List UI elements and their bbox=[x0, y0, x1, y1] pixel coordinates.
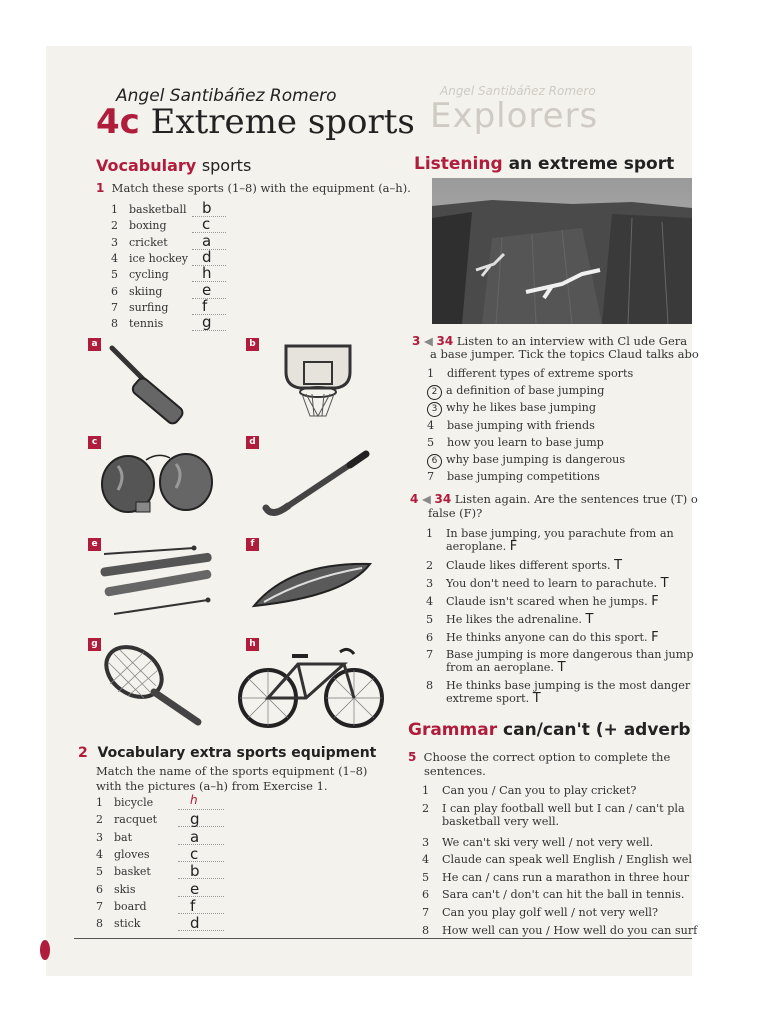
cricket-bat-icon bbox=[104, 342, 204, 426]
grammar-number: 4 bbox=[422, 853, 430, 867]
sport-row bbox=[111, 236, 168, 249]
audio-icon: ◀ bbox=[424, 334, 433, 348]
sport-row bbox=[111, 301, 168, 314]
true-false-mark: T bbox=[557, 660, 566, 675]
topic-row bbox=[427, 436, 604, 449]
show-through-name: Angel Santibáñez Romero bbox=[440, 84, 596, 98]
handwritten-answer: d bbox=[190, 914, 200, 933]
equipment-row bbox=[96, 883, 135, 896]
topic-text: base jumping competitions bbox=[447, 470, 600, 484]
basketball-hoop-icon bbox=[282, 342, 354, 424]
handwritten-answer: a bbox=[190, 827, 200, 846]
answer-line bbox=[178, 809, 224, 810]
sentence-row-continued bbox=[446, 660, 566, 675]
sport-name: ice hockey bbox=[129, 251, 188, 265]
true-false-mark: T bbox=[585, 612, 594, 627]
show-through-text: Explorers bbox=[430, 96, 599, 136]
exercise-3-number: 3 bbox=[412, 334, 421, 348]
grammar-number: 6 bbox=[422, 888, 430, 902]
equipment-name: board bbox=[114, 899, 147, 913]
exercise-1-number: 1 bbox=[96, 181, 105, 195]
grammar-number: 3 bbox=[422, 835, 430, 849]
answer-line bbox=[178, 930, 224, 931]
sentence-number: 6 bbox=[426, 631, 434, 644]
student-name: Angel Santibáñez Romero bbox=[116, 86, 337, 106]
sport-number: 7 bbox=[111, 300, 118, 314]
equipment-row bbox=[96, 796, 153, 809]
topic-row bbox=[427, 453, 625, 469]
label-d: d bbox=[246, 436, 259, 449]
grammar-number: 7 bbox=[422, 906, 430, 919]
topic-row bbox=[427, 419, 595, 432]
exercise-3-text-2b: talks abo bbox=[645, 347, 699, 361]
grammar-sentence: We can't ski very well / not very well. bbox=[442, 835, 654, 849]
exercise-2-heading-topic: sports equipment bbox=[236, 745, 377, 761]
exercise-5-instruction-line-1 bbox=[408, 750, 670, 764]
label-g: g bbox=[88, 638, 101, 651]
topic-text: a definition of base jumping bbox=[446, 384, 605, 398]
equipment-name: gloves bbox=[114, 847, 150, 861]
grammar-row-continued: basketball very well. bbox=[442, 814, 560, 828]
label-e: e bbox=[88, 538, 101, 551]
sentence-row bbox=[426, 630, 659, 645]
grammar-row bbox=[422, 924, 697, 937]
exercise-4-track: 34 bbox=[434, 492, 452, 506]
answer-line bbox=[178, 844, 224, 845]
bicycle-icon bbox=[236, 644, 386, 730]
handwritten-answer: g bbox=[190, 810, 200, 829]
equipment-number: 1 bbox=[96, 796, 103, 809]
label-c: c bbox=[88, 436, 101, 449]
listening-heading-label: Listening bbox=[414, 154, 503, 174]
answer-line bbox=[178, 878, 224, 879]
true-false-mark: T bbox=[614, 558, 623, 573]
grammar-row bbox=[422, 853, 692, 866]
equipment-number: 3 bbox=[96, 830, 103, 844]
sentence-text-2: extreme sport. bbox=[446, 692, 530, 705]
handwritten-answer: c bbox=[202, 215, 211, 234]
answer-line bbox=[178, 896, 224, 897]
true-false-mark: T bbox=[532, 691, 541, 706]
sentence-text: You don't need to learn to parachute. bbox=[446, 577, 658, 590]
sentence-row bbox=[426, 558, 622, 573]
exercise-4-instruction-line-2: false (F)? bbox=[428, 506, 483, 520]
exercise-3-text-2a: a base jumper. Tick the topics Claud bbox=[430, 347, 643, 361]
equipment-row bbox=[96, 848, 150, 861]
grammar-row bbox=[422, 784, 636, 797]
topic-text: base jumping with friends bbox=[447, 418, 595, 432]
answer-line bbox=[178, 826, 224, 827]
sentence-text: He thinks base jumping is the most danger bbox=[446, 679, 691, 692]
equipment-name: skis bbox=[114, 882, 136, 896]
sport-number: 8 bbox=[111, 317, 118, 331]
exercise-3-text-1a: Listen to an interview with Cl bbox=[456, 334, 630, 348]
unit-number: 4c bbox=[96, 102, 140, 142]
sport-row bbox=[111, 285, 162, 298]
page-footer-rule bbox=[74, 938, 692, 939]
equipment-row bbox=[96, 813, 157, 826]
true-false-mark: T bbox=[660, 576, 669, 591]
grammar-row bbox=[422, 836, 653, 849]
sentence-number: 2 bbox=[426, 559, 434, 572]
exercise-2-instruction-line-2: with the pictures (a–h) from Exercise 1. bbox=[96, 779, 328, 793]
grammar-heading-label: Grammar bbox=[408, 720, 498, 740]
sport-row bbox=[111, 252, 188, 265]
grammar-number: 8 bbox=[422, 923, 430, 937]
handwritten-answer: e bbox=[190, 879, 200, 898]
vocabulary-heading-topic: sports bbox=[201, 156, 252, 175]
topic-row bbox=[427, 401, 596, 417]
sentence-text: Base jumping is more dangerous than jump bbox=[446, 648, 694, 661]
equipment-row bbox=[96, 865, 151, 878]
exercise-3-instruction-line-2 bbox=[430, 347, 699, 361]
sport-name: tennis bbox=[129, 317, 164, 331]
exercise-5-text-1: Choose the correct option to complete the bbox=[423, 750, 671, 764]
exercise-4-instruction-line-1 bbox=[410, 492, 698, 506]
grammar-row bbox=[422, 871, 689, 884]
circled-topic-number: 6 bbox=[427, 454, 442, 469]
sentence-text: He likes the adrenaline. bbox=[446, 613, 582, 626]
sentence-number: 8 bbox=[426, 679, 434, 692]
equipment-number: 8 bbox=[96, 917, 103, 931]
sentence-text: He thinks anyone can do this sport. bbox=[446, 631, 648, 644]
grammar-sentence: He can / cans run a marathon in three hour bbox=[442, 870, 690, 884]
equipment-row bbox=[96, 917, 140, 930]
sport-name: cricket bbox=[129, 235, 168, 249]
sentence-text: Claude likes different sports. bbox=[446, 559, 611, 572]
sentence-row bbox=[426, 612, 593, 627]
equipment-number: 4 bbox=[96, 847, 103, 861]
topic-number: 5 bbox=[427, 435, 435, 449]
circled-topic-number: 2 bbox=[427, 385, 442, 400]
sport-number: 6 bbox=[111, 284, 118, 298]
grammar-sentence: Can you play golf well / not very well? bbox=[442, 906, 659, 919]
equipment-name: racquet bbox=[114, 813, 158, 827]
base-jumping-photo bbox=[432, 178, 692, 324]
exercise-1-instruction bbox=[96, 181, 411, 195]
answer-line bbox=[178, 913, 224, 914]
grammar-number: 2 bbox=[422, 801, 430, 815]
sentence-text: In base jumping, you parachute from an bbox=[446, 527, 674, 540]
sentence-row bbox=[426, 576, 669, 591]
true-false-mark: F bbox=[651, 594, 659, 609]
exercise-3-track: 34 bbox=[436, 334, 454, 348]
sport-number: 1 bbox=[111, 203, 118, 216]
topic-row bbox=[427, 470, 600, 483]
grammar-sentence: Can you / Can you to play cricket? bbox=[442, 784, 637, 797]
exercise-4-text-1: Listen again. Are the sentences true (T) o bbox=[454, 492, 698, 506]
topic-number: 1 bbox=[427, 367, 435, 380]
handwritten-answer: b bbox=[190, 862, 200, 881]
sport-row bbox=[111, 203, 186, 216]
grammar-sentence: Claude can speak well English / English wel bbox=[442, 853, 692, 867]
label-b: b bbox=[246, 338, 259, 351]
handwritten-answer: b bbox=[202, 199, 212, 217]
label-h: h bbox=[246, 638, 259, 651]
equipment-number: 2 bbox=[96, 813, 103, 827]
hockey-stick-icon bbox=[262, 450, 372, 522]
sentence-text-2: from an aeroplane. bbox=[446, 661, 554, 674]
exercise-2-instruction-line-1: Match the name of the sports equipment (1–8) bbox=[96, 764, 368, 778]
handwritten-answer: e bbox=[202, 280, 212, 299]
grammar-sentence: How well can you / How well do you can surf bbox=[442, 923, 698, 937]
true-false-mark: F bbox=[509, 539, 518, 554]
exercise-2-number: 2 bbox=[78, 745, 88, 761]
exercise-3-instruction-line-1 bbox=[412, 334, 687, 348]
exercise-4-number: 4 bbox=[410, 492, 419, 506]
boxing-gloves-icon bbox=[96, 446, 218, 522]
sentence-row-continued bbox=[446, 539, 517, 554]
audio-icon-2: ◀ bbox=[422, 492, 431, 506]
page-title bbox=[96, 102, 415, 142]
equipment-name: bat bbox=[114, 830, 133, 844]
grammar-heading bbox=[408, 720, 691, 740]
equipment-name: stick bbox=[114, 917, 141, 931]
sentence-number: 5 bbox=[426, 613, 434, 626]
grammar-row bbox=[422, 802, 685, 815]
handwritten-answer: f bbox=[190, 896, 196, 915]
page-edge-marker bbox=[40, 940, 50, 960]
handwritten-answer: c bbox=[190, 844, 199, 863]
sentence-number: 4 bbox=[426, 595, 434, 608]
exercise-5-instruction-line-2: sentences. bbox=[424, 764, 486, 778]
grammar-row bbox=[422, 888, 684, 901]
equipment-row bbox=[96, 900, 147, 913]
grammar-heading-topic: can/can't (+ adverb bbox=[503, 720, 691, 740]
sentence-text: Claude isn't scared when he jumps. bbox=[446, 595, 648, 608]
vocabulary-heading-label: Vocabulary bbox=[96, 156, 197, 175]
equipment-number: 6 bbox=[96, 882, 103, 896]
topic-text: why he likes base jumping bbox=[446, 401, 597, 415]
handwritten-answer: h bbox=[202, 264, 212, 283]
sentence-number: 1 bbox=[426, 527, 434, 540]
sentence-number: 3 bbox=[426, 577, 434, 590]
listening-heading-topic: an extreme sport bbox=[508, 154, 675, 174]
topic-row bbox=[427, 384, 604, 400]
exercise-3-text-1b: ude Gera bbox=[633, 334, 688, 348]
handwritten-answer: f bbox=[202, 296, 208, 315]
equipment-row bbox=[96, 831, 132, 844]
sport-name: cycling bbox=[129, 268, 169, 282]
topic-number: 7 bbox=[427, 470, 435, 484]
sport-number: 4 bbox=[111, 251, 118, 265]
label-f: f bbox=[246, 538, 259, 551]
grammar-number: 5 bbox=[422, 870, 430, 884]
surfboard-icon bbox=[250, 556, 374, 620]
skis-icon bbox=[100, 544, 220, 620]
equipment-name: bicycle bbox=[114, 796, 154, 809]
grammar-number: 1 bbox=[422, 784, 430, 797]
sport-row bbox=[111, 317, 163, 330]
vocabulary-heading bbox=[96, 156, 251, 175]
sentence-row-continued bbox=[446, 691, 541, 706]
sport-number: 3 bbox=[111, 235, 118, 249]
topic-text: how you learn to base jump bbox=[447, 435, 604, 449]
equipment-number: 5 bbox=[96, 865, 103, 879]
topic-text: different types of extreme sports bbox=[447, 367, 634, 380]
handwritten-answer: d bbox=[202, 247, 212, 266]
sport-name: surfing bbox=[129, 300, 169, 314]
circled-topic-number: 3 bbox=[427, 402, 442, 417]
label-a: a bbox=[88, 338, 101, 351]
sport-number: 2 bbox=[111, 219, 118, 233]
grammar-row bbox=[422, 906, 658, 919]
equipment-name: basket bbox=[114, 865, 151, 879]
handwritten-answer: h bbox=[190, 793, 198, 807]
handwritten-answer: a bbox=[202, 231, 212, 250]
grammar-sentence: Sara can't / don't can hit the ball in tennis. bbox=[442, 888, 685, 902]
sentence-row bbox=[426, 594, 659, 609]
true-false-mark: F bbox=[651, 630, 659, 645]
title-text: Extreme sports bbox=[150, 102, 415, 142]
sport-name: basketball bbox=[129, 203, 187, 216]
grammar-sentence: I can play football well but I can / can't pla bbox=[442, 801, 685, 815]
sport-row bbox=[111, 219, 167, 232]
topic-row bbox=[427, 367, 633, 380]
sentence-number: 7 bbox=[426, 648, 434, 661]
topic-number: 4 bbox=[427, 418, 435, 432]
sport-number: 5 bbox=[111, 268, 118, 282]
topic-text: why base jumping is dangerous bbox=[446, 453, 626, 466]
sport-row bbox=[111, 268, 169, 281]
sentence-text-2: aeroplane. bbox=[446, 540, 507, 553]
listening-heading bbox=[414, 154, 674, 174]
sport-name: skiing bbox=[129, 284, 163, 298]
exercise-2-heading-label: Vocabulary extra bbox=[97, 745, 232, 761]
sport-name: boxing bbox=[129, 219, 167, 233]
equipment-number: 7 bbox=[96, 899, 103, 913]
exercise-1-text: Match these sports (1–8) with the equipment (a–h). bbox=[111, 181, 411, 195]
answer-line bbox=[178, 861, 224, 862]
handwritten-answer: g bbox=[202, 313, 212, 332]
exercise-5-number: 5 bbox=[408, 750, 417, 764]
exercise-2-heading bbox=[78, 745, 376, 761]
tennis-racquet-icon bbox=[100, 644, 206, 728]
